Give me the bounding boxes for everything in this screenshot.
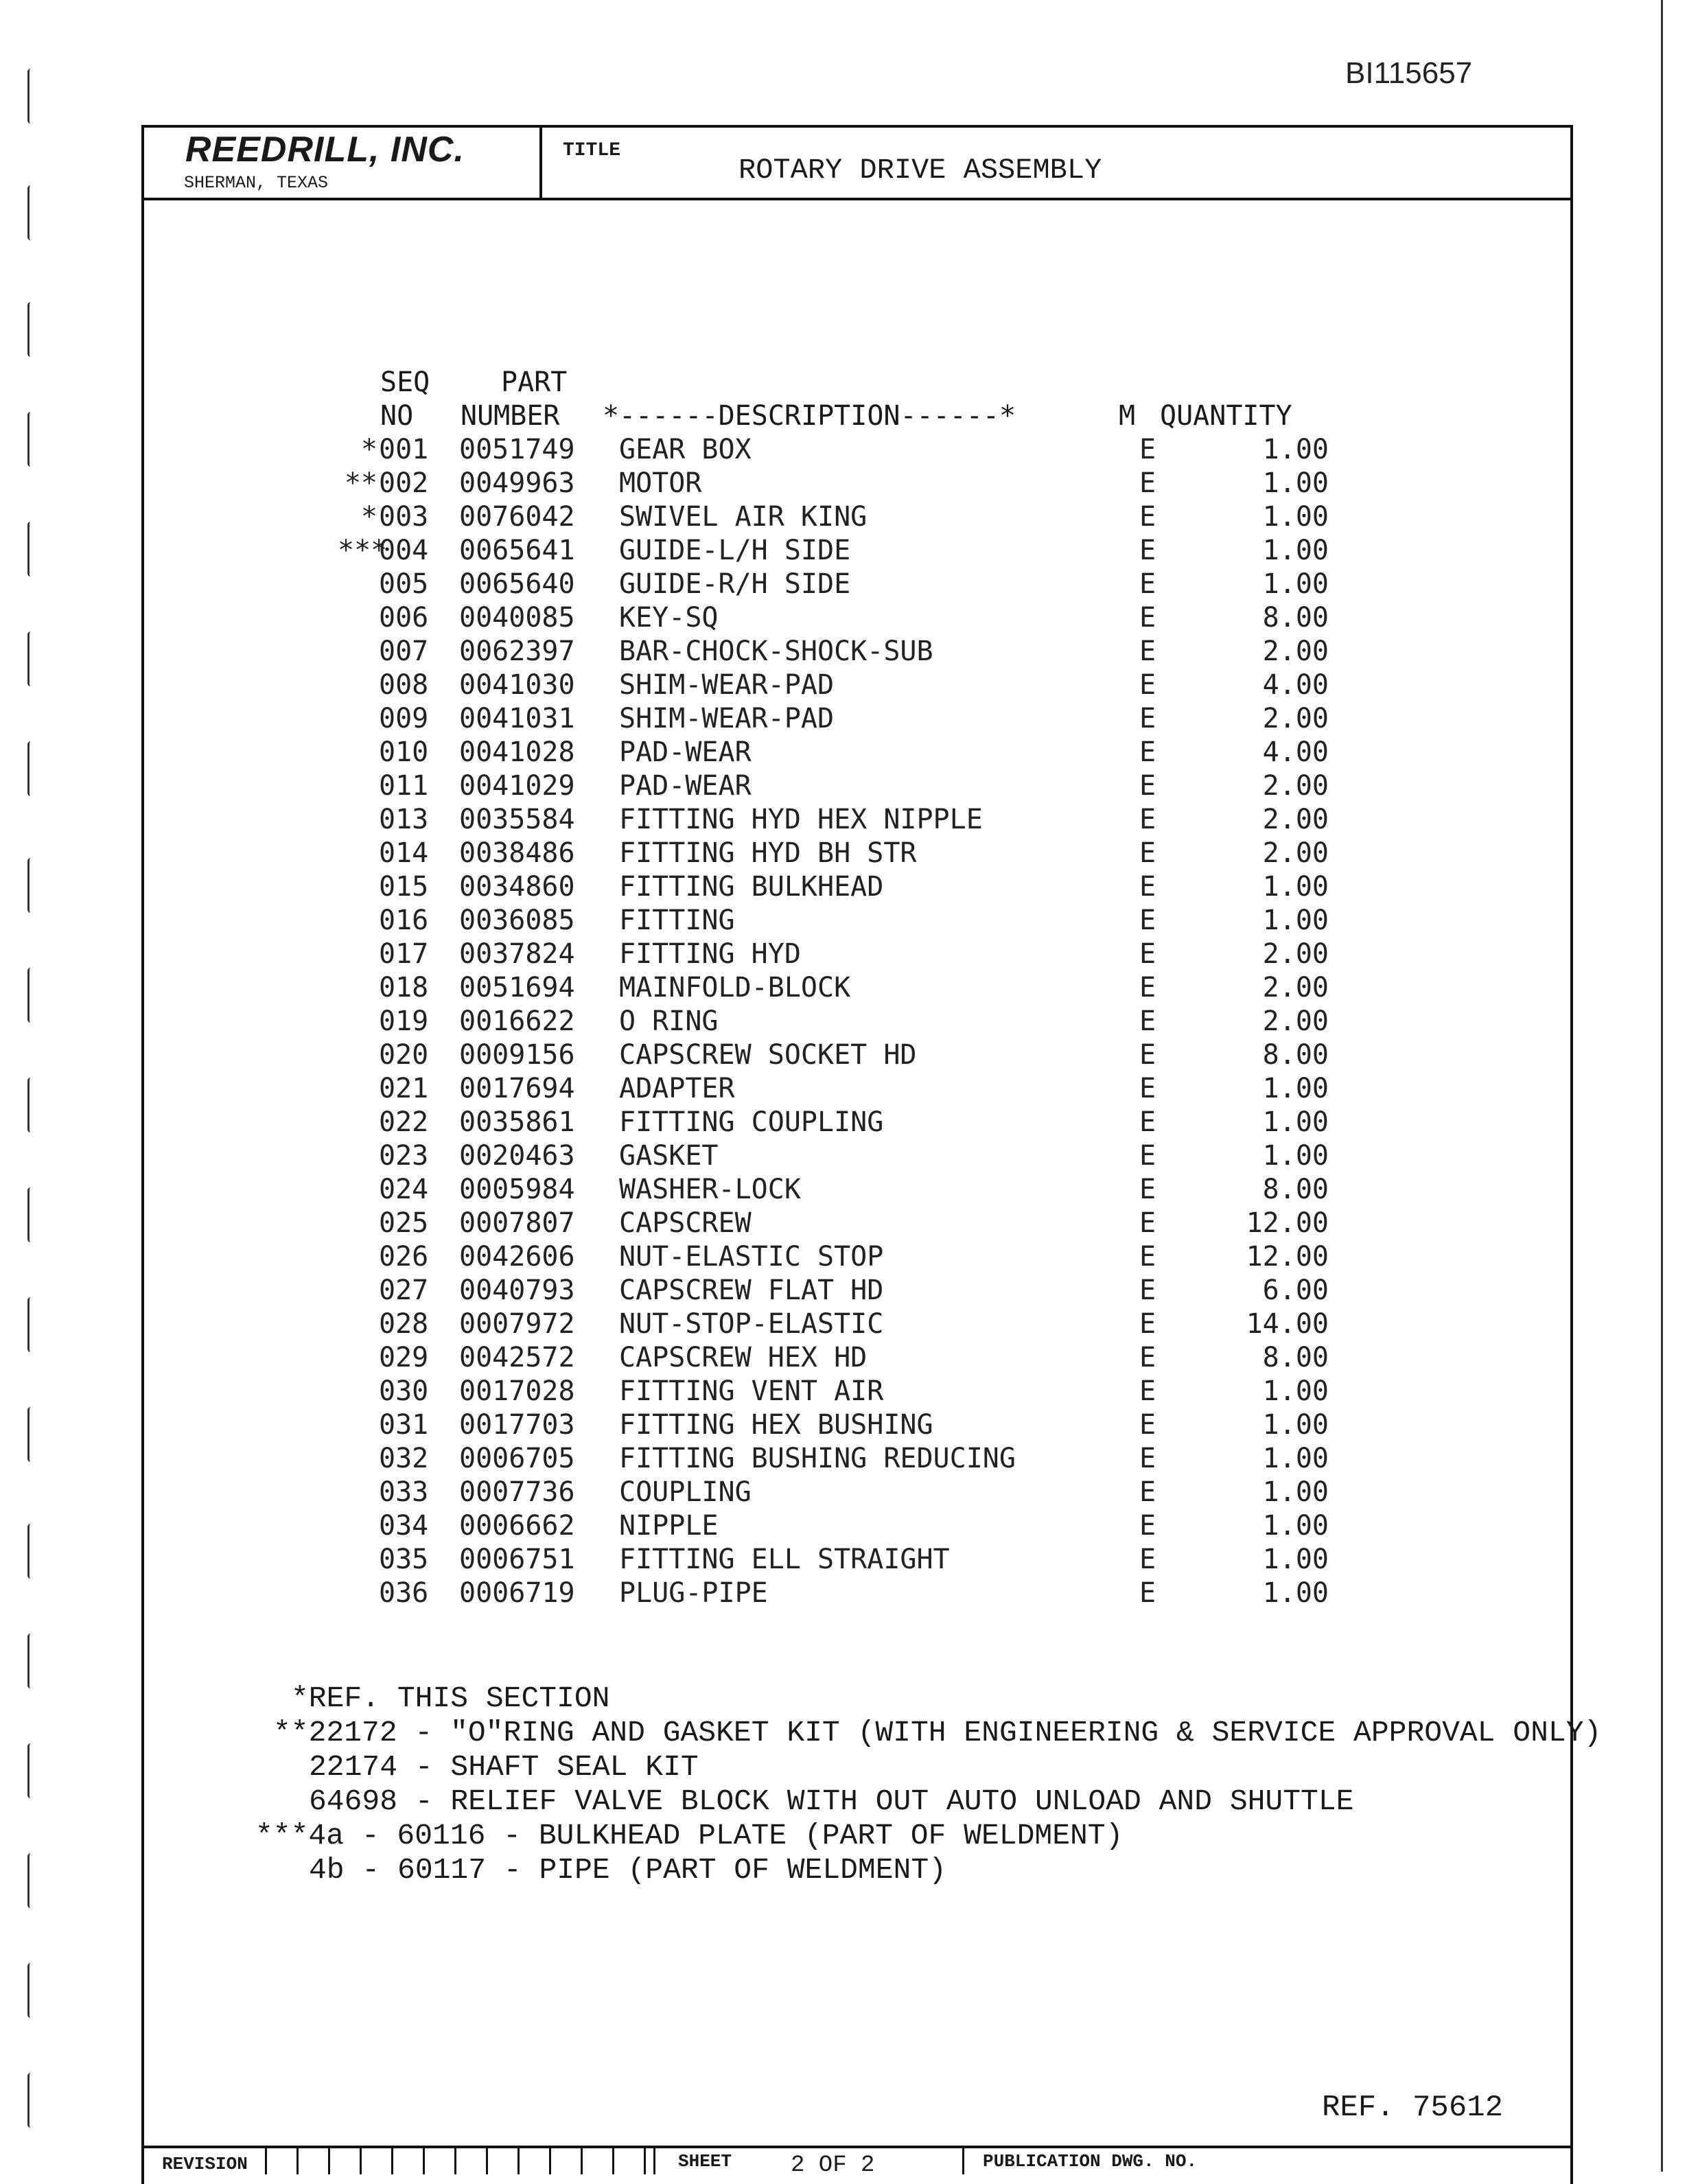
seq-no: 031 xyxy=(379,1409,429,1441)
quantity: 1.00 xyxy=(1262,1375,1329,1407)
quantity: 2.00 xyxy=(1262,804,1329,835)
table-row xyxy=(338,635,1367,669)
part-description: CAPSCREW FLAT HD xyxy=(619,1275,884,1306)
part-description: CAPSCREW SOCKET HD xyxy=(619,1039,917,1071)
m-code: E xyxy=(1139,1409,1156,1441)
part-number: 0038486 xyxy=(459,837,575,869)
m-code: E xyxy=(1139,1006,1156,1037)
revision-cell xyxy=(581,2148,583,2174)
note-line: ***4a - 60116 - BULKHEAD PLATE (PART OF WELDMENT) xyxy=(255,1819,1124,1852)
seq-no: 002 xyxy=(379,467,429,499)
binder-mark xyxy=(27,1297,34,1352)
note-line: 22174 - SHAFT SEAL KIT xyxy=(309,1750,699,1784)
part-description: BAR-CHOCK-SHOCK-SUB xyxy=(619,636,933,667)
seq-no: 014 xyxy=(379,837,429,869)
part-number: 0017694 xyxy=(459,1073,575,1104)
m-code: E xyxy=(1139,602,1156,634)
seq-no: 007 xyxy=(379,636,429,667)
part-number: 0037824 xyxy=(459,938,575,970)
part-description: PAD-WEAR xyxy=(619,736,752,768)
quantity: 8.00 xyxy=(1262,1174,1329,1205)
binder-mark xyxy=(27,1853,34,1908)
table-row xyxy=(338,1408,1367,1442)
table-row xyxy=(338,534,1367,568)
seq-no: 036 xyxy=(379,1577,429,1609)
reference-number: REF. 75612 xyxy=(1322,2091,1504,2125)
seq-no: 004 xyxy=(379,535,429,566)
binder-mark xyxy=(27,1407,34,1462)
column-header-description: *------DESCRIPTION------* xyxy=(603,400,1016,432)
row-mark: * xyxy=(360,501,377,533)
sheet-value: 2 OF 2 xyxy=(791,2152,875,2179)
part-number: 0020463 xyxy=(459,1140,575,1172)
quantity: 2.00 xyxy=(1262,1006,1329,1037)
part-number: 0034860 xyxy=(459,871,575,903)
seq-no: 011 xyxy=(379,770,429,802)
m-code: E xyxy=(1139,535,1156,566)
binder-mark xyxy=(27,412,34,467)
table-row xyxy=(338,938,1367,971)
part-description: WASHER-LOCK xyxy=(619,1174,801,1205)
m-code: E xyxy=(1139,703,1156,734)
part-description: FITTING HYD BH STR xyxy=(619,837,917,869)
m-code: E xyxy=(1139,736,1156,768)
part-number: 0040793 xyxy=(459,1275,575,1306)
m-code: E xyxy=(1139,1039,1156,1071)
part-description: O RING xyxy=(619,1006,719,1037)
m-code: E xyxy=(1139,1207,1156,1239)
part-number: 0041031 xyxy=(459,703,575,734)
note-line: 4b - 60117 - PIPE (PART OF WELDMENT) xyxy=(309,1853,946,1887)
m-code: E xyxy=(1139,938,1156,970)
part-number: 0006719 xyxy=(459,1577,575,1609)
part-number: 0041028 xyxy=(459,736,575,768)
seq-no: 025 xyxy=(379,1207,429,1239)
quantity: 1.00 xyxy=(1262,1476,1329,1508)
m-code: E xyxy=(1139,770,1156,802)
note-line: 64698 - RELIEF VALVE BLOCK WITH OUT AUTO UNLOAD AND SHUTTLE xyxy=(309,1785,1354,1818)
column-header-no: NO xyxy=(380,400,414,432)
part-number: 0007736 xyxy=(459,1476,575,1508)
seq-no: 028 xyxy=(379,1308,429,1340)
quantity: 1.00 xyxy=(1262,871,1329,903)
m-code: E xyxy=(1139,1375,1156,1407)
table-row xyxy=(338,500,1367,534)
quantity: 2.00 xyxy=(1262,972,1329,1003)
part-description: ADAPTER xyxy=(619,1073,735,1104)
table-row xyxy=(338,1106,1367,1139)
part-description: SHIM-WEAR-PAD xyxy=(619,669,835,701)
m-code: E xyxy=(1139,568,1156,600)
binder-mark xyxy=(27,522,34,577)
binder-mark xyxy=(27,69,34,124)
quantity: 1.00 xyxy=(1262,1443,1329,1474)
part-number: 0007972 xyxy=(459,1308,575,1340)
part-description: PAD-WEAR xyxy=(619,770,752,802)
revision-cell xyxy=(549,2148,551,2174)
seq-no: 010 xyxy=(379,736,429,768)
part-description: SHIM-WEAR-PAD xyxy=(619,703,835,734)
part-number: 0006751 xyxy=(459,1544,575,1575)
quantity: 1.00 xyxy=(1262,535,1329,566)
part-number: 0051749 xyxy=(459,434,575,465)
m-code: E xyxy=(1139,1140,1156,1172)
part-number: 0009156 xyxy=(459,1039,575,1071)
quantity: 2.00 xyxy=(1262,703,1329,734)
m-code: E xyxy=(1139,972,1156,1003)
part-number: 0042572 xyxy=(459,1342,575,1373)
revision-cell xyxy=(644,2148,646,2174)
binder-mark xyxy=(27,1078,34,1132)
footer-block xyxy=(141,2146,1573,2179)
quantity: 1.00 xyxy=(1262,467,1329,499)
seq-no: 033 xyxy=(379,1476,429,1508)
revision-cell xyxy=(328,2148,330,2174)
seq-no: 001 xyxy=(379,434,429,465)
binder-mark xyxy=(27,1187,34,1242)
quantity: 6.00 xyxy=(1262,1275,1329,1306)
part-description: CAPSCREW HEX HD xyxy=(619,1342,868,1373)
quantity: 1.00 xyxy=(1262,1544,1329,1575)
part-number: 0007807 xyxy=(459,1207,575,1239)
quantity: 1.00 xyxy=(1262,1510,1329,1542)
quantity: 1.00 xyxy=(1262,1577,1329,1609)
part-number: 0051694 xyxy=(459,972,575,1003)
quantity: 8.00 xyxy=(1262,1342,1329,1373)
part-number: 0065640 xyxy=(459,568,575,600)
table-row xyxy=(338,769,1367,803)
revision-cell xyxy=(454,2148,456,2174)
part-number: 0041029 xyxy=(459,770,575,802)
part-description: NUT-ELASTIC STOP xyxy=(619,1241,884,1273)
table-row xyxy=(338,1308,1367,1341)
m-code: E xyxy=(1139,1544,1156,1575)
m-code: E xyxy=(1139,1106,1156,1138)
quantity: 1.00 xyxy=(1262,905,1329,936)
m-code: E xyxy=(1139,434,1156,465)
m-code: E xyxy=(1139,467,1156,499)
seq-no: 026 xyxy=(379,1241,429,1273)
column-header-seq: SEQ xyxy=(380,367,430,398)
seq-no: 023 xyxy=(379,1140,429,1172)
binder-mark xyxy=(27,185,34,240)
binder-mark xyxy=(27,858,34,913)
binder-mark xyxy=(27,1743,34,1798)
column-header-number: NUMBER xyxy=(461,400,560,432)
table-row xyxy=(338,433,1367,467)
quantity: 8.00 xyxy=(1262,602,1329,634)
seq-no: 032 xyxy=(379,1443,429,1474)
part-description: NIPPLE xyxy=(619,1510,719,1542)
seq-no: 022 xyxy=(379,1106,429,1138)
part-number: 0006662 xyxy=(459,1510,575,1542)
part-number: 0006705 xyxy=(459,1443,575,1474)
part-description: FITTING COUPLING xyxy=(619,1106,884,1138)
seq-no: 024 xyxy=(379,1174,429,1205)
publication-label: PUBLICATION DWG. NO. xyxy=(983,2151,1198,2172)
sheet-cell xyxy=(653,2148,655,2174)
m-code: E xyxy=(1139,1476,1156,1508)
row-mark: *** xyxy=(338,535,388,566)
m-code: E xyxy=(1139,1073,1156,1104)
part-description: GUIDE-R/H SIDE xyxy=(619,568,851,600)
document-title: ROTARY DRIVE ASSEMBLY xyxy=(738,154,1102,187)
note-line: **22172 - "O"RING AND GASKET KIT (WITH ENGINEERING & SERVICE APPROVAL ONLY) xyxy=(273,1716,1602,1750)
revision-cell xyxy=(612,2148,614,2174)
part-description: KEY-SQ xyxy=(619,602,719,634)
m-code: E xyxy=(1139,1174,1156,1205)
seq-no: 006 xyxy=(379,602,429,634)
seq-no: 035 xyxy=(379,1544,429,1575)
part-number: 0041030 xyxy=(459,669,575,701)
table-row xyxy=(338,736,1367,769)
quantity: 1.00 xyxy=(1262,501,1329,533)
part-description: FITTING VENT AIR xyxy=(619,1375,884,1407)
row-mark: ** xyxy=(344,467,377,499)
table-row xyxy=(338,870,1367,904)
table-row xyxy=(338,1038,1367,1072)
page-edge-line xyxy=(1661,0,1663,2172)
part-number: 0076042 xyxy=(459,501,575,533)
seq-no: 008 xyxy=(379,669,429,701)
seq-no: 027 xyxy=(379,1275,429,1306)
table-row xyxy=(338,1543,1367,1577)
binder-mark xyxy=(27,968,34,1023)
revision-cell xyxy=(486,2148,488,2174)
part-description: FITTING BUSHING REDUCING xyxy=(619,1443,1016,1474)
part-number: 0016622 xyxy=(459,1006,575,1037)
binder-mark xyxy=(27,741,34,796)
part-description: MAINFOLD-BLOCK xyxy=(619,972,851,1003)
revision-cell xyxy=(517,2148,520,2174)
part-description: FITTING HEX BUSHING xyxy=(619,1409,933,1441)
seq-no: 009 xyxy=(379,703,429,734)
document-id: BI115657 xyxy=(1345,56,1473,90)
m-code: E xyxy=(1139,1342,1156,1373)
table-row xyxy=(338,1375,1367,1408)
table-row xyxy=(338,669,1367,702)
revision-cell xyxy=(360,2148,362,2174)
m-code: E xyxy=(1139,1275,1156,1306)
part-number: 0017703 xyxy=(459,1409,575,1441)
seq-no: 013 xyxy=(379,804,429,835)
column-header-m: M xyxy=(1119,400,1136,432)
table-row xyxy=(338,1341,1367,1375)
binder-mark xyxy=(27,1963,34,2018)
m-code: E xyxy=(1139,636,1156,667)
m-code: E xyxy=(1139,837,1156,869)
quantity: 2.00 xyxy=(1262,837,1329,869)
binder-mark xyxy=(27,1634,34,1688)
quantity: 1.00 xyxy=(1262,568,1329,600)
part-description: PLUG-PIPE xyxy=(619,1577,768,1609)
m-code: E xyxy=(1139,1241,1156,1273)
part-description: GASKET xyxy=(619,1140,719,1172)
quantity: 2.00 xyxy=(1262,938,1329,970)
table-row xyxy=(338,837,1367,870)
part-description: FITTING BULKHEAD xyxy=(619,871,884,903)
seq-no: 015 xyxy=(379,871,429,903)
part-number: 0036085 xyxy=(459,905,575,936)
m-code: E xyxy=(1139,871,1156,903)
binder-mark xyxy=(27,631,34,686)
part-number: 0065641 xyxy=(459,535,575,566)
part-number: 0035584 xyxy=(459,804,575,835)
table-row xyxy=(338,1173,1367,1207)
table-row xyxy=(338,971,1367,1005)
part-description: NUT-STOP-ELASTIC xyxy=(619,1308,884,1340)
revision-label: REVISION xyxy=(162,2154,248,2174)
note-line: *REF. THIS SECTION xyxy=(291,1682,610,1715)
revision-cell xyxy=(296,2148,299,2174)
part-number: 0005984 xyxy=(459,1174,575,1205)
table-row xyxy=(338,1509,1367,1543)
column-header-quantity: QUANTITY xyxy=(1160,400,1292,432)
quantity: 14.00 xyxy=(1246,1308,1329,1340)
revision-cell xyxy=(391,2148,393,2174)
part-description: FITTING xyxy=(619,905,735,936)
table-row xyxy=(338,1005,1367,1038)
column-header-part: PART xyxy=(501,367,568,398)
m-code: E xyxy=(1139,1308,1156,1340)
part-number: 0035861 xyxy=(459,1106,575,1138)
part-description: SWIVEL AIR KING xyxy=(619,501,868,533)
m-code: E xyxy=(1139,905,1156,936)
m-code: E xyxy=(1139,501,1156,533)
part-number: 0040085 xyxy=(459,602,575,634)
part-description: COUPLING xyxy=(619,1476,752,1508)
quantity: 1.00 xyxy=(1262,1073,1329,1104)
quantity: 4.00 xyxy=(1262,736,1329,768)
title-label: TITLE xyxy=(563,140,621,161)
table-row xyxy=(338,702,1367,736)
seq-no: 021 xyxy=(379,1073,429,1104)
seq-no: 029 xyxy=(379,1342,429,1373)
quantity: 12.00 xyxy=(1246,1207,1329,1239)
seq-no: 005 xyxy=(379,568,429,600)
part-description: GUIDE-L/H SIDE xyxy=(619,535,851,566)
part-description: CAPSCREW xyxy=(619,1207,752,1239)
quantity: 2.00 xyxy=(1262,770,1329,802)
table-row xyxy=(338,1577,1367,1610)
table-row xyxy=(338,1207,1367,1240)
table-row xyxy=(338,1274,1367,1308)
part-description: GEAR BOX xyxy=(619,434,752,465)
seq-no: 020 xyxy=(379,1039,429,1071)
binder-mark xyxy=(27,2073,34,2128)
table-row xyxy=(338,1442,1367,1476)
seq-no: 003 xyxy=(379,501,429,533)
table-row xyxy=(338,1139,1367,1173)
quantity: 1.00 xyxy=(1262,1409,1329,1441)
sheet-label: SHEET xyxy=(678,2151,732,2172)
publication-cell xyxy=(962,2148,964,2174)
drawing-frame xyxy=(141,125,1602,2184)
part-description: FITTING HYD xyxy=(619,938,801,970)
company-location: SHERMAN, TEXAS xyxy=(184,173,329,193)
binder-mark xyxy=(27,1524,34,1579)
m-code: E xyxy=(1139,1510,1156,1542)
table-row xyxy=(338,1072,1367,1106)
table-row xyxy=(338,467,1367,500)
company-name: REEDRILL, INC. xyxy=(185,130,465,170)
seq-no: 018 xyxy=(379,972,429,1003)
part-description: MOTOR xyxy=(619,467,702,499)
m-code: E xyxy=(1139,1443,1156,1474)
binder-mark xyxy=(27,302,34,357)
m-code: E xyxy=(1139,1577,1156,1609)
m-code: E xyxy=(1139,669,1156,701)
table-row xyxy=(338,601,1367,635)
part-number: 0062397 xyxy=(459,636,575,667)
table-row xyxy=(338,803,1367,837)
quantity: 2.00 xyxy=(1262,636,1329,667)
part-number: 0042606 xyxy=(459,1241,575,1273)
row-mark: * xyxy=(360,434,377,465)
revision-cell xyxy=(423,2148,425,2174)
seq-no: 017 xyxy=(379,938,429,970)
seq-no: 030 xyxy=(379,1375,429,1407)
table-row xyxy=(338,1476,1367,1509)
quantity: 12.00 xyxy=(1246,1241,1329,1273)
table-row xyxy=(338,568,1367,601)
table-row xyxy=(338,904,1367,938)
m-code: E xyxy=(1139,804,1156,835)
seq-no: 034 xyxy=(379,1510,429,1542)
part-number: 0017028 xyxy=(459,1375,575,1407)
seq-no: 019 xyxy=(379,1006,429,1037)
quantity: 4.00 xyxy=(1262,669,1329,701)
table-row xyxy=(338,1240,1367,1274)
quantity: 8.00 xyxy=(1262,1039,1329,1071)
seq-no: 016 xyxy=(379,905,429,936)
part-number: 0049963 xyxy=(459,467,575,499)
part-description: FITTING HYD HEX NIPPLE xyxy=(619,804,983,835)
quantity: 1.00 xyxy=(1262,1140,1329,1172)
quantity: 1.00 xyxy=(1262,434,1329,465)
part-description: FITTING ELL STRAIGHT xyxy=(619,1544,950,1575)
revision-cell xyxy=(265,2148,267,2174)
quantity: 1.00 xyxy=(1262,1106,1329,1138)
